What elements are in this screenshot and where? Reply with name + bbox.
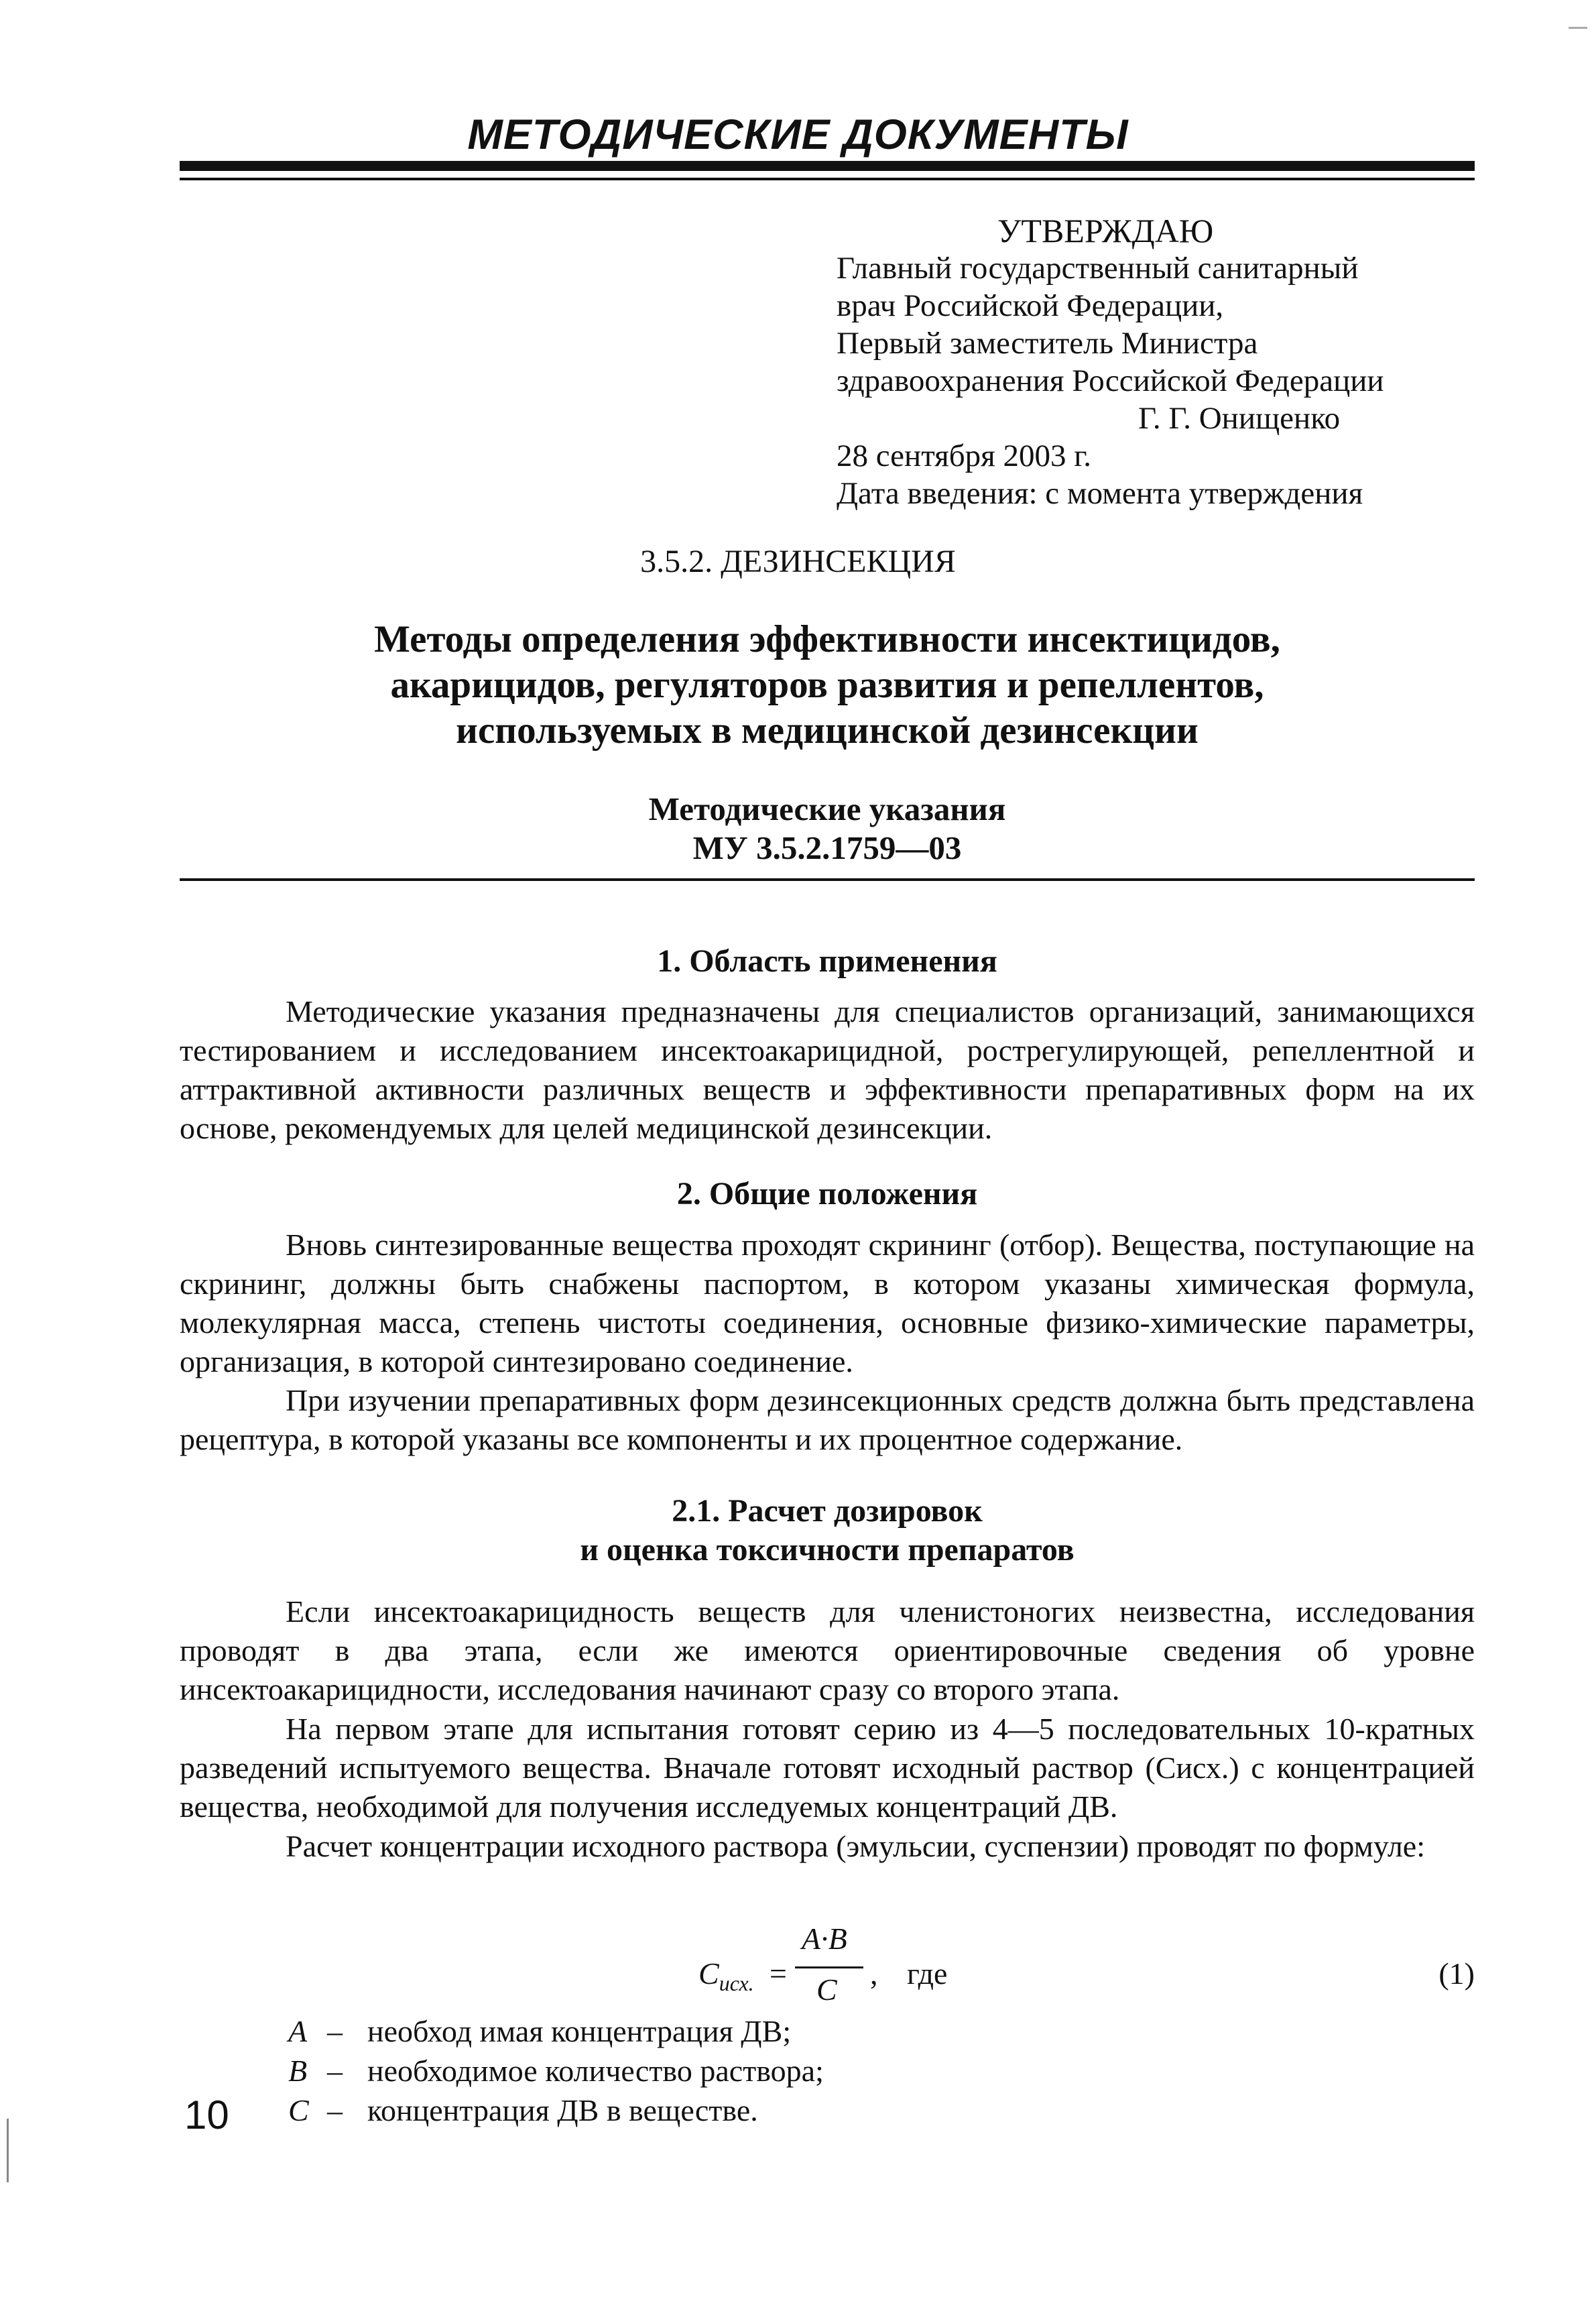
formula-where: где: [907, 1956, 948, 1991]
document-type: Методические указания: [648, 790, 1006, 827]
section-2-1-paragraph: На первом этапе для испытания готовят серию из 4—5 последовательных 10-кратных разведений испытуемого вещества. Вначале готовят исходный раствор (Cисх.) с концентрацией вещества, необходимой для получения исследуемых концентраций ДВ.: [180, 1712, 1475, 1824]
document-title-line: используемых в медицинской дезинсекции: [456, 709, 1199, 752]
approval-line: врач Российской Федерации,: [837, 288, 1224, 323]
header-rule-thick: [180, 161, 1475, 171]
section-2-1-heading: [180, 1492, 1475, 1570]
formula-numerator: A·B: [802, 1922, 847, 1956]
scan-edge-mark: [7, 2119, 9, 2182]
running-header-title: МЕТОДИЧЕСКИЕ ДОКУМЕНТЫ: [467, 111, 1129, 158]
approval-block: [837, 249, 1384, 512]
approval-line: Главный государственный санитарный: [837, 251, 1359, 286]
document-number: МУ 3.5.2.1759—03: [692, 829, 962, 866]
approval-date: 28 сентября 2003 г.: [837, 438, 1091, 473]
section-2-paragraph: При изучении препаративных форм дезинсекционных средств должна быть представлена рецептура, в которой указаны все компоненты и их процентное содержание.: [180, 1383, 1475, 1456]
document-title-line: Методы определения эффективности инсектицидов,: [374, 618, 1280, 660]
section-2-1-heading-line: 2.1. Расчет дозировок: [672, 1493, 983, 1529]
approval-signatory: Г. Г. Онищенко: [1138, 401, 1341, 436]
legend-item: C – концентрация ДВ в веществе.: [288, 2093, 758, 2127]
document-subtitle: [180, 790, 1475, 868]
section-1-paragraph: Методические указания предназначены для специалистов организаций, занимающихся тестированием и исследованием инсектоакарицидной, рострегулирующей, репеллентной и аттрактивной активности различных веществ и эффективности препаративных форм на их основе, рекомендуемых для целей медицинской дезинсекции.: [180, 994, 1475, 1145]
approval-line: здравоохранения Российской Федерации: [837, 363, 1384, 398]
formula-lhs: $C_{исх.}$: [698, 1956, 754, 1996]
formula-number: (1): [1438, 1956, 1475, 1991]
section-2-paragraph: Вновь синтезированные вещества проходят скрининг (отбор). Вещества, поступающие на скрининг, должны быть снабжены паспортом, в котором указаны химическая формула, молекулярная масса, степень чистоты соединения, основные физико-химические параметры, организация, в которой синтезировано соединение.: [180, 1228, 1475, 1378]
approval-title: УТВЕРЖДАЮ: [997, 212, 1214, 249]
page-number: 10: [184, 2092, 229, 2137]
header-rule-thin: [180, 178, 1475, 180]
section-1-heading: 1. Область применения: [657, 943, 997, 979]
formula-fraction-bar: [795, 1966, 863, 1968]
formula-legend: [288, 2011, 824, 2130]
formula-denominator: C: [816, 1972, 837, 2007]
formula-1: [180, 1921, 1475, 2008]
approval-effective-date: Дата введения: с момента утверждения: [837, 476, 1363, 511]
legend-item: B – необходимое количество раствора;: [288, 2054, 824, 2088]
section-2-heading: 2. Общие положения: [676, 1176, 978, 1212]
scan-edge-mark: [1569, 27, 1587, 29]
section-2-1-paragraph: Расчет концентрации исходного раствора (эмульсии, суспензии) проводят по формуле:: [286, 1829, 1425, 1863]
formula-equals: =: [770, 1956, 787, 1991]
section-code: 3.5.2. ДЕЗИНСЕКЦИЯ: [640, 544, 956, 579]
document-title: [180, 617, 1475, 754]
formula-comma: ,: [870, 1956, 878, 1991]
approval-line: Первый заместитель Министра: [837, 326, 1258, 361]
section-2-1-paragraph: Если инсектоакарицидность веществ для членистоногих неизвестна, исследования проводят в два этапа, если же имеются ориентировочные сведения об уровне инсектоакарицидности, исследования начинают сразу со второго этапа.: [180, 1594, 1475, 1706]
document-title-line: акарицидов, регуляторов развития и репеллентов,: [390, 664, 1264, 706]
section-2-1-heading-line: и оценка токсичности препаратов: [580, 1532, 1075, 1568]
title-divider: [180, 878, 1475, 881]
legend-item: A – необход имая концентрация ДВ;: [288, 2014, 792, 2048]
